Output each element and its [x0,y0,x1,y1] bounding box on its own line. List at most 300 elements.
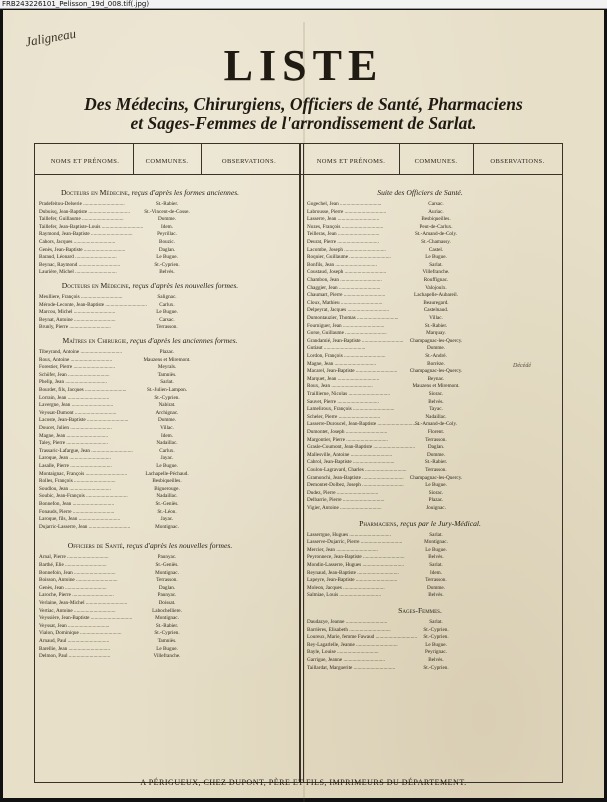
table-row [39,302,201,309]
person-name: Schöfer, Jean ................................ [39,371,110,378]
person-name: Taillardat, Marguerite ................................ [307,664,396,671]
person-name: Doucet, Julien ................................ [39,425,112,431]
table-row [307,547,473,554]
section-heading-italic: reçus d'après les nouvelles formes. [130,281,239,290]
table-row [307,490,473,497]
table-row [39,231,201,238]
person-name: Salmiae, Louis ................................ [307,592,381,599]
table-row [39,493,201,500]
person-name: Cahors, Jacques ................................ [39,239,116,245]
commune-name: Domme. [426,345,445,352]
table-row [39,516,201,523]
person-name: Cloux, Mathieu ................................ [307,299,383,306]
commune-name: St.-Cyprien. [154,394,180,401]
file-name: FRB243226101_Pelisson_19d_008.tif(.jpg) [2,0,150,8]
commune-name: St.-Cyprien. [154,261,180,268]
table-row [39,410,201,417]
table-row [307,459,473,466]
person-name: Rey-Lagarlelle, Jeanne ................................ [307,641,398,648]
person-name: Lapeyre, Jean-Baptiste ................................ [307,577,398,584]
commune-name: Sioraс. [428,391,444,397]
commune-name: Besbiqueilles. [421,216,451,223]
person-name: Roquier, Guillaume ................................ [307,254,391,261]
commune-name: Plazac. [428,497,444,504]
person-name: Roux, Antoine ................................ [39,356,113,363]
commune-name: St.-Cyprien. [154,630,180,637]
person-name: Demontet-Dolbez, Joseph ................................ [307,482,404,489]
table-row [39,501,201,508]
commune-name: St.-Rabier. [155,622,179,629]
table-row [307,361,473,368]
person-name: Grandamié, Jean-Baptiste ................................ [307,337,404,344]
commune-name: Champagnac-les-Quercy. [409,337,463,344]
section-heading-italic: reçus par le Jury-Médical. [398,518,481,528]
commune-name: St.-Rabier. [155,201,179,207]
person-name: Deurat, Pierre ................................ [307,239,379,245]
commune-name: St.-Geniès. [155,501,179,507]
commune-name: Terrasson. [156,324,178,331]
person-name: Genès, Jean-Baptiste ................................ [39,246,126,253]
person-name: Pradefeitou-Delserie ................................ [39,201,125,207]
commune-name: Labochelliere. [152,607,182,614]
document-subtitle-line1: Des Médecins, Chirurgiens, Officiers de Santé, Pharmaciens [84,94,523,114]
table-row [307,209,473,216]
person-name: Mondin-Lasserre, Hugues ................................ [307,562,404,568]
person-name: Laroque, fils, Jean ................................ [39,516,121,523]
commune-name: Paunyac. [157,592,177,599]
person-name: Bonnefoin, Jean ................................ [39,569,116,576]
table-row [39,349,201,356]
table-row [39,455,201,462]
person-name: Magne, Jean ................................ [39,432,109,439]
person-name: Bonfils, Jean ................................ [307,261,377,268]
person-name: Arnaud, Paul ................................ [39,638,110,644]
header-names-right: NOMS ET PRÉNOMS. [316,158,386,165]
person-name: Boisson, Antoine ................................ [39,577,118,584]
commune-name: Peyrignac. [424,649,448,656]
person-name: Scheler, Pierre ................................ [307,413,381,420]
commune-name: Beynac. [427,375,445,382]
commune-name: Archignac. [155,409,179,416]
commune-name: Besbiqueilles. [152,478,182,485]
commune-name: Tamniès. [157,371,177,378]
person-name: Bayle, Louise ................................ [307,649,379,656]
table-row [307,269,473,276]
table-row [39,254,201,261]
person-name: Fonauds, Pierre ................................ [39,508,115,515]
commune-name: Sarlat. [429,261,443,268]
person-name: Chaggier, Jean ................................ [307,284,381,291]
commune-name: Domme. [426,451,445,458]
commune-name: Auriac. [428,208,444,215]
person-name: Lordon, François ................................ [307,353,386,359]
table-row [307,475,473,482]
commune-name: Biguerouge. [154,485,180,492]
section-heading [39,281,261,290]
table-row [39,395,201,402]
commune-name: Doissat. [158,600,176,606]
person-name: Daudazye, Jeanne ................................ [307,619,388,625]
commune-name: Le Bugue. [156,463,178,469]
table-row [39,448,201,455]
commune-name: St.-Julien-Lampon. [146,387,188,393]
section-heading [39,336,261,345]
person-name: Sauvet, Pierre ................................ [307,398,379,405]
window-title-bar [0,0,607,9]
commune-name: St.-Chamassy. [421,239,451,245]
person-name: Garrigue, Jeanne ................................ [307,657,385,663]
table-row [307,562,473,569]
table-row [307,627,473,634]
commune-name: Castel. [428,246,444,253]
table-row [307,338,473,345]
commune-name: Daglan. [427,444,445,451]
table-row [39,309,201,316]
table-row [39,294,201,301]
person-name: Moleon, Jacques ................................ [307,584,385,591]
person-name: Roux, Jean ................................ [307,383,373,390]
commune-name: Domme. [157,216,176,223]
table-row [39,379,201,386]
commune-name: Bouzic. [159,239,175,245]
table-row [39,486,201,493]
person-name: Lacoste, Jean-Baptiste ................................ [39,417,129,424]
person-name: Soudlou, Jean ................................ [39,485,111,492]
person-name: Marcou, Michel ................................ [39,309,116,316]
person-name: Laurière, Michel ................................ [39,269,117,276]
commune-name: Idem. [161,432,173,439]
section-heading [307,188,533,197]
person-name: Genès, Jean ................................ [39,584,107,591]
section-heading-caps: Pharmaciens, [359,518,399,528]
section-heading-caps: Maîtres en Chirurgie, [62,336,129,345]
person-name: Vertiac, Antoine ................................ [39,607,116,614]
commune-name: Jayac. [160,516,174,523]
person-name: Phelip, Jean ................................ [39,379,107,386]
table-row [39,509,201,516]
table-row [39,562,201,569]
table-row [39,440,201,447]
person-name: Magne, Jean ................................ [307,360,377,367]
commune-name: Le Bugue. [156,309,178,316]
table-row [39,387,201,394]
person-name: Bourdet, fils, Jacques ................................ [39,387,127,393]
table-row [307,330,473,337]
table-row [307,292,473,299]
table-row [307,467,473,474]
table-row [39,269,201,276]
commune-name: Tamniès. [157,638,177,644]
table-row [307,497,473,504]
person-name: Dujarric-Lasserre, Jean ................................ [39,523,131,530]
section-heading [39,541,261,550]
person-name: Taillefer, Guillaume ................................ [39,216,124,223]
table-row [39,463,201,470]
table-row [39,433,201,440]
person-name: Cabrol, Jean-Baptiste ................................ [307,459,395,466]
table-row [307,429,473,436]
commune-name: Jayac. [160,455,174,462]
document-title: LISTE [223,41,384,90]
commune-name: Paunyac. [157,554,177,561]
handwritten-signature: Jaligneau [24,25,78,50]
document-page [3,10,604,798]
table-row [39,324,201,331]
commune-name: Terrasson. [425,577,447,584]
person-name: Montaignac, François ................................ [39,470,128,477]
table-row [39,425,201,432]
table-row [307,577,473,584]
table-row [307,247,473,254]
commune-name: St.-Léon. [157,508,177,515]
commune-name: Jouignac. [426,505,446,511]
commune-name: Montignac. [155,523,179,530]
table-row [307,657,473,664]
person-name: Fourniguer, Jean ................................ [307,322,385,329]
commune-name: St.-Cyprien. [423,634,449,641]
table-row [307,642,473,649]
table-row [39,201,201,208]
person-name: Lasalle, Pierre ................................ [39,463,112,469]
commune-name: St.-Amand-de-Coly. [414,231,458,238]
commune-name: Peut-de-Carlux. [419,223,453,230]
table-row [39,262,201,269]
commune-name: Le Bugue. [156,254,178,261]
table-row [39,646,201,653]
table-row [39,209,201,216]
table-row [39,623,201,630]
commune-name: Lachapelle-Péchaud. [145,470,189,477]
table-row [307,353,473,360]
table-row [307,570,473,577]
section-heading-italic: reçus d'après les formes anciennes. [129,188,240,197]
commune-name: Salignac. [157,294,177,300]
col-divider [133,144,134,174]
person-name: Labrousse, Pierre ................................ [307,208,387,215]
table-row [307,619,473,626]
commune-name: St.-Cyprien. [423,626,449,633]
person-name: Loureux, Marie, femme Fawaud ................................ [307,634,418,641]
table-row [307,239,473,246]
table-row [307,254,473,261]
person-name: Laroque, Jean ................................ [39,455,111,462]
commune-name: Meyrals. [157,364,177,371]
person-name: Grasle-Coumont, Jean-Baptiste ................................ [307,444,415,451]
person-name: Coustaud, Joseph ................................ [307,269,387,276]
person-name: Macarel, Jean-Baptiste ................................ [307,368,398,375]
table-row [307,277,473,284]
person-name: Lasserre-Duroucel, Jean-Baptiste ................................ [307,421,419,428]
commune-name: Montignac. [155,569,179,576]
person-name: Beynat, Antoine ................................ [39,316,116,323]
person-name: Veyssat, Jean ................................ [39,622,110,629]
person-name: Arnal, Pierre ................................ [39,554,109,561]
register-table [34,143,563,783]
person-name: Chambon, Jean ................................ [307,277,382,283]
commune-name: Nadaillac. [156,440,178,447]
person-name: Verlaine, Jean-Michel ................................ [39,600,128,606]
commune-name: Champagnac-les-Quercy. [409,474,463,481]
section-heading-caps: Officiers de Santé, [67,541,125,551]
document-subtitle-line2: et Sages-Femmes de l'arrondissement de Sarlat. [130,113,477,133]
commune-name: Nadaillac. [156,493,178,500]
person-name: Gramonchi, Jean-Baptiste ................................ [307,474,404,481]
table-row [307,414,473,421]
person-name: Lasserre, Jean ................................ [307,216,380,223]
person-name: Vigier, Antoine ................................ [307,505,382,511]
person-name: Veyssat-Dumont ................................ [39,409,117,416]
person-name: Vialon, Dominique ................................ [39,630,122,637]
person-name: Dudez, Pierre ................................ [307,489,379,496]
table-row [307,539,473,546]
col-divider [473,144,474,174]
commune-name: Borrèze. [427,360,445,367]
table-row [307,554,473,561]
commune-name: Plazac. [159,349,175,355]
table-row [307,505,473,512]
commune-name: Le Bugue. [425,482,447,489]
commune-name: Castelnaud. [423,307,449,314]
table-row [307,421,473,428]
person-name: Barthé, Elie ................................ [39,562,107,568]
commune-name: Villac. [429,315,443,321]
table-row [39,247,201,254]
table-row [39,478,201,485]
commune-name: Domme. [157,417,176,424]
commune-name: Villefranche. [153,653,181,660]
commune-name: Idem. [430,569,442,576]
person-name: Veyssière, Jean-Baptiste ................................ [39,615,133,622]
person-name: Meulliere, François ................................ [39,294,123,300]
person-name: Tibeyrand, Antoine ................................ [39,349,122,355]
center-divider [303,144,304,782]
table-row [307,649,473,656]
person-name: Bonnefon, Jean ................................ [39,501,115,507]
center-divider [299,144,301,782]
commune-name: St.-Geniès. [155,562,179,568]
table-row [307,345,473,352]
commune-name: Nadaillac. [425,413,447,420]
commune-name: Montignac. [424,539,448,546]
commune-name: Belvès. [428,592,444,599]
person-name: Mallesville, Antoine ................................ [307,451,393,458]
table-row [307,224,473,231]
person-name: Teilleras, Jean ................................ [307,231,380,238]
table-row [307,406,473,413]
person-name: Peyronnece, Jean-Baptiste ................................ [307,554,405,561]
section-heading [307,519,533,528]
commune-name: St.-Cyprien. [423,664,449,671]
table-row [307,376,473,383]
header-observations-right: OBSERVATIONS. [490,158,545,165]
commune-name: St.-Rabier. [424,322,448,329]
table-row [39,372,201,379]
header-observations-left: OBSERVATIONS. [221,158,277,165]
commune-name: Mauzens et Miremont. [143,356,191,363]
table-row [39,608,201,615]
person-name: Gogechel, Jean ................................ [307,201,382,207]
person-name: Lameliroux, François ................................ [307,406,395,413]
header-communes-left: COMMUNES. [145,158,189,165]
person-name: Soubic, Jean-François ................................ [39,493,128,500]
table-row [307,585,473,592]
section-heading [39,188,261,197]
person-name: Barellie, Jean ................................ [39,645,111,652]
person-name: Dubuisq, Jean-Baptiste ................................ [39,208,130,215]
col-divider [399,144,400,174]
table-row [307,592,473,599]
commune-name: Sioraс. [428,489,444,496]
table-row [39,570,201,577]
commune-name: St.-Rabier. [424,459,448,466]
table-row [39,653,201,660]
commune-name: Terrasson. [156,577,178,584]
table-row [307,307,473,314]
person-name: Taley, Pierre ................................ [39,440,108,447]
handwritten-margin-note: Décédé [513,363,531,369]
commune-name: Carlux. [159,301,175,308]
col-divider [201,144,202,174]
table-row [39,524,201,531]
person-name: Mercier, Jean ................................ [307,546,378,553]
person-name: Mérode-Leconte, Jean-Baptiste ................................ [39,301,147,308]
printer-imprint: A PÉRIGUEUX, CHEZ DUPONT, PÈRE ET FILS, IMPRIMEURS DU DÉPARTEMENT. [140,778,467,787]
table-row [307,399,473,406]
person-name: Delbarrie, Pierre ................................ [307,497,385,504]
table-row [307,452,473,459]
table-row [307,201,473,208]
commune-name: Nabirat. [158,402,176,409]
commune-name: Villefranche. [422,269,450,276]
commune-name: St.-Amand-de-Coly. [414,421,458,428]
table-row [307,444,473,451]
commune-name: Florent. [427,429,445,435]
header-communes-right: COMMUNES. [414,158,458,165]
commune-name: Carsac. [428,201,444,207]
person-name: Forestier, Pierre ................................ [39,364,116,371]
commune-name: Belvès. [428,657,444,663]
commune-name: Sarlat. [429,562,443,568]
commune-name: Villac. [160,425,174,431]
commune-name: St.-Vincent-de-Cosse. [144,208,190,215]
commune-name: Sarlat. [160,379,174,386]
person-name: Delpeyrat, Jacques ................................ [307,307,389,314]
table-row [39,630,201,637]
table-row [39,577,201,584]
person-name: Baraud, Léonard ................................ [39,254,117,261]
person-name: Lasserve-Dujarric, Pierre ................................ [307,539,403,546]
commune-name: Montignac. [155,615,179,622]
person-name: Dumontauzier, Thomas ................................ [307,315,399,321]
commune-name: Marquay. [426,330,446,337]
person-name: Marquet, Jean ................................ [307,375,380,382]
commune-name: Le Bugue. [156,645,178,652]
commune-name: Carlux. [159,447,175,454]
table-row [39,585,201,592]
commune-name: Mauzens et Miremont. [412,383,460,390]
section-heading-caps: Docteurs en Médecine, [61,281,131,290]
table-row [39,364,201,371]
commune-name: Belvès. [159,269,175,276]
commune-name: Carsac. [159,316,175,323]
table-row [307,634,473,641]
commune-name: Le Bugue. [425,641,447,648]
table-row [39,239,201,246]
table-row [39,471,201,478]
table-row [307,315,473,322]
person-name: Trassaric-Lafargue, Jean ................................ [39,447,133,454]
table-row [39,592,201,599]
